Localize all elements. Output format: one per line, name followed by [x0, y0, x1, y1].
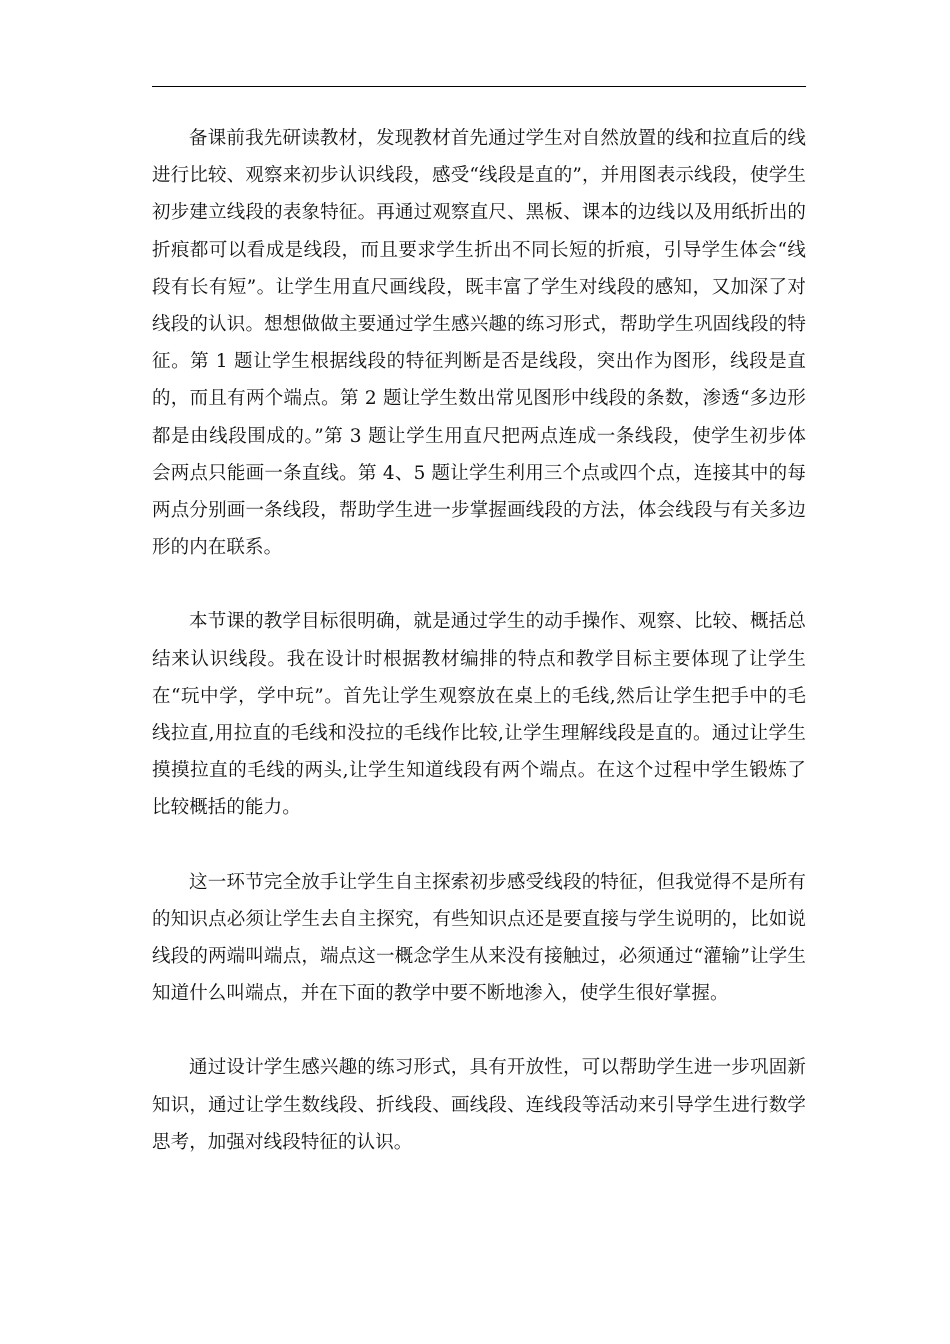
paragraph-2: 本节课的教学目标很明确，就是通过学生的动手操作、观察、比较、概括总结来认识线段。我在设计时根据教材编排的特点和教学目标主要体现了让学生在“玩中学，学中玩”。首先让学生观察放在桌上的毛线,然后让学生把手中的毛线拉直,用拉直的毛线和没拉的毛线作比较,让学生理解线段是直的。通过让学生摸摸拉直的毛线的两头,让学生知道线段有两个端点。在这个过程中学生锻炼了比较概括的能力。 — [152, 611, 806, 819]
paragraph-4: 通过设计学生感兴趣的练习形式，具有开放性，可以帮助学生进一步巩固新知识，通过让学生数线段、折线段、画线段、连线段等活动来引导学生进行数学思考，加强对线段特征的认识。 — [152, 1057, 806, 1153]
document-body — [152, 120, 806, 1161]
paragraph-3: 这一环节完全放手让学生自主探索初步感受线段的特征，但我觉得不是所有的知识点必须让学生去自主探究，有些知识点还是要直接与学生说明的，比如说线段的两端叫端点，端点这一概念学生从来没有接触过，必须通过“灌输”让学生知道什么叫端点，并在下面的教学中要不断地渗入，使学生很好掌握。 — [152, 871, 806, 1005]
header-rule — [152, 86, 806, 87]
paragraph-1: 备课前我先研读教材，发现教材首先通过学生对自然放置的线和拉直后的线进行比较、观察来初步认识线段，感受“线段是直的”，并用图表示线段，使学生初步建立线段的表象特征。再通过观察直尺、黑板、课本的边线以及用纸折出的折痕都可以看成是线段，而且要求学生折出不同长短的折痕，引导学生体会“线段有长有短”。让学生用直尺画线段，既丰富了学生对线段的感知，又加深了对线段的认识。想想做做主要通过学生感兴趣的练习形式，帮助学生巩固线段的特征。第 1 题让学生根据线段的特征判断是否是线段，突出作为图形，线段是直的，而且有两个端点。第 2 题让学生数出常见图形中线段的条数，渗透“多边形都是由线段围成的。”第 3 题让学生用直尺把两点连成一条线段，使学生初步体会两点只能画一条直线。第 4、5 题让学生利用三个点或四个点，连接其中的每两点分别画一条线段，帮助学生进一步掌握画线段的方法，体会线段与有关多边形的内在联系。 — [152, 128, 806, 559]
